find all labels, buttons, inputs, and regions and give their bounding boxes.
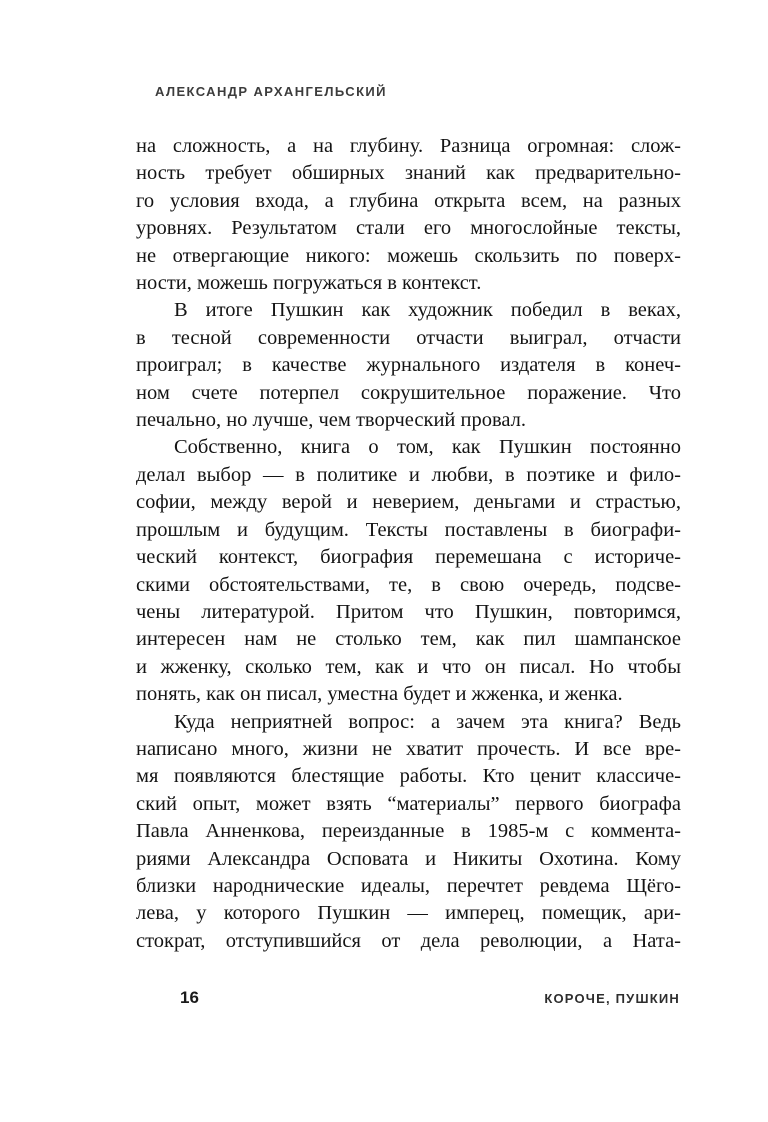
text-line: мя появляются блестящие работы. Кто ценит классиче- bbox=[136, 765, 681, 788]
text-line: Павла Анненкова, переизданные в 1985-м с коммента- bbox=[136, 820, 681, 843]
paragraph bbox=[136, 434, 681, 708]
text-line: лева, у которого Пушкин — имперец, помещик, ари- bbox=[136, 902, 681, 925]
paragraph bbox=[136, 709, 681, 956]
running-header-author: АЛЕКСАНДР АРХАНГЕЛЬСКИЙ bbox=[155, 84, 387, 99]
text-line: уровнях. Результатом стали его многослойные тексты, bbox=[136, 217, 681, 240]
text-line: В итоге Пушкин как художник победил в веках, bbox=[174, 299, 681, 322]
running-footer-title: КОРОЧЕ, ПУШКИН bbox=[544, 991, 680, 1006]
text-line: скими обстоятельствами, те, в свою очередь, подсве- bbox=[136, 573, 681, 596]
text-line: го условия входа, а глубина открыта всем, на разных bbox=[136, 189, 681, 212]
text-line: ский опыт, может взять “материалы” первого биографа bbox=[136, 792, 681, 815]
text-line: в тесной современности отчасти выиграл, отчасти bbox=[136, 326, 681, 349]
text-line: ном счете потерпел сокрушительное поражение. Что bbox=[136, 381, 681, 404]
text-line: ности, можешь погружаться в контекст. bbox=[136, 272, 482, 295]
text-line: прошлым и будущим. Тексты поставлены в биографи- bbox=[136, 518, 681, 541]
text-line: ческий контекст, биография перемешана с историче- bbox=[136, 546, 681, 569]
page-number: 16 bbox=[180, 988, 199, 1007]
text-line: интересен нам не столько тем, как пил шампанское bbox=[136, 628, 681, 651]
text-line: софии, между верой и неверием, деньгами и страстью, bbox=[136, 491, 681, 514]
page-footer bbox=[136, 988, 680, 1008]
text-line: Собственно, книга о том, как Пушкин постоянно bbox=[174, 436, 681, 459]
text-line: понять, как он писал, уместна будет и жженка, и женка. bbox=[136, 683, 623, 706]
text-line: печально, но лучше, чем творческий провал. bbox=[136, 409, 527, 432]
text-line: и жженку, сколько тем, как и что он писал. Но чтобы bbox=[136, 655, 681, 678]
text-line: стократ, отступившийся от дела революции, а Ната- bbox=[136, 929, 681, 952]
text-line: близки народнические идеалы, перечтет ревдема Щёго- bbox=[136, 874, 681, 897]
text-line: написано много, жизни не хватит прочесть. И все вре- bbox=[136, 737, 681, 760]
text-line: чены литературой. Притом что Пушкин, повторимся, bbox=[136, 600, 681, 623]
paragraph bbox=[136, 297, 681, 434]
text-line: ность требует обширных знаний как предварительно- bbox=[136, 162, 681, 185]
page-body bbox=[136, 133, 681, 955]
text-line: не отвергающие никого: можешь скользить по поверх- bbox=[136, 244, 681, 267]
text-line: на сложность, а на глубину. Разница огромная: слож- bbox=[136, 135, 681, 157]
text-line: Куда неприятней вопрос: а зачем эта книга? Ведь bbox=[174, 710, 681, 733]
text-line: риями Александра Осповата и Никиты Охотина. Кому bbox=[136, 847, 681, 870]
text-line: делал выбор — в политике и любви, в поэтике и фило- bbox=[136, 463, 681, 486]
paragraph bbox=[136, 133, 681, 297]
text-line: проиграл; в качестве журнального издателя в конеч- bbox=[136, 354, 681, 377]
